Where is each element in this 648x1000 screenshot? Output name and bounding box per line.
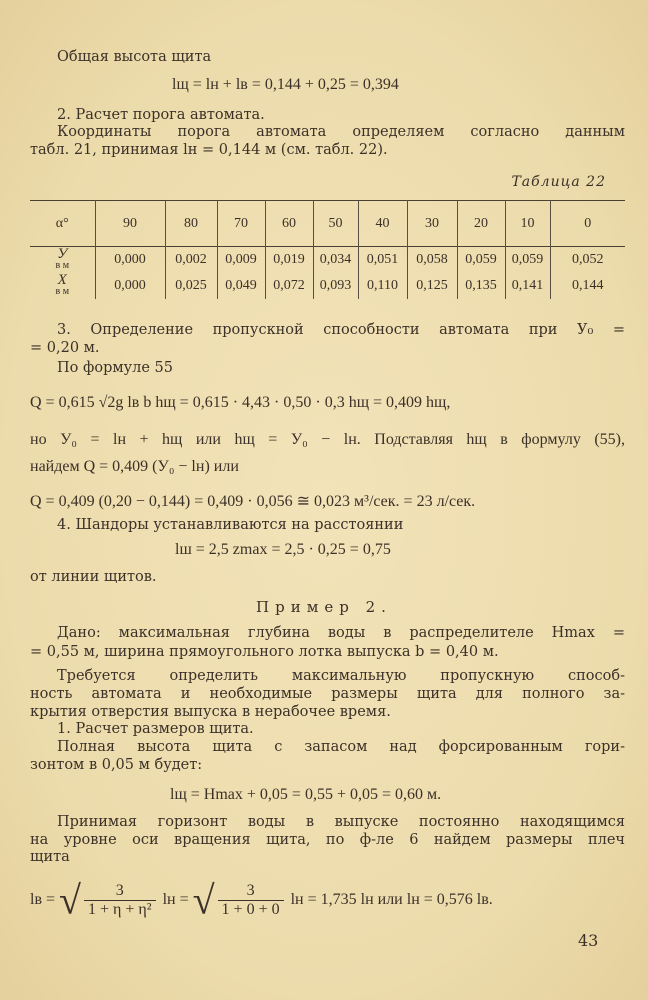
table-cell: 0,019: [265, 247, 313, 274]
paragraph-line: Требуется определить максимальную пропускную способ-: [57, 668, 625, 684]
paragraph-line: крытия отверстия выпуска в нерабочее время.: [30, 704, 391, 720]
paragraph-line: 2. Расчет порога автомата.: [57, 107, 265, 123]
table-cell: 0,049: [217, 273, 265, 299]
formula-part: lв =: [30, 891, 56, 908]
header-cell: 80: [165, 201, 217, 247]
formula-part: lн =: [162, 891, 189, 908]
paragraph-line: щита: [30, 849, 70, 865]
table-cell: 0,072: [265, 273, 313, 299]
table-cell: 0,059: [457, 247, 505, 274]
table-cell: 0,125: [407, 273, 457, 299]
table-cell: 0,002: [165, 247, 217, 274]
paragraph-line: но У₀ = lн + hщ или hщ = У₀ − lн. Подставляя hщ в формулу (55),: [30, 431, 625, 448]
table-cell: 0,051: [358, 247, 407, 274]
table-cell: 0,052: [550, 247, 625, 274]
table-cell: 0,000: [95, 273, 165, 299]
table-row: [30, 247, 625, 274]
header-cell: 20: [457, 201, 505, 247]
radical-icon: √: [59, 877, 81, 923]
paragraph-line: Принимая горизонт воды в выпуске постоянно находящимся: [57, 814, 625, 830]
formula: lш = 2,5 zmax = 2,5 · 0,25 = 0,75: [175, 541, 391, 558]
coordinates-table: [30, 200, 625, 299]
paragraph-line: 3. Определение пропускной способности автомата при У₀ =: [57, 322, 625, 338]
paragraph-line: зонтом в 0,05 м будет:: [30, 757, 203, 773]
paragraph-line: = 0,55 м, ширина прямоугольного лотка выпуска b = 0,40 м.: [30, 644, 499, 660]
table-cell: 0,034: [313, 247, 358, 274]
example-heading: Пример 2.: [256, 598, 392, 616]
row-label: У в м: [55, 246, 70, 271]
table-caption: Таблица 22: [511, 174, 606, 190]
paragraph-line: По формуле 55: [57, 360, 174, 376]
fraction: $\frac{3}{\text{1 + η + η²}}$: [84, 882, 156, 919]
header-cell: 0: [550, 201, 625, 247]
paragraph-line: = 0,20 м.: [30, 340, 100, 356]
table-cell: 0,059: [505, 247, 550, 274]
header-cell: 30: [407, 201, 457, 247]
paragraph-line: Координаты порога автомата определяем согласно данным: [57, 124, 625, 140]
page-number: 43: [578, 931, 599, 950]
header-cell: 40: [358, 201, 407, 247]
final-formula: [30, 878, 493, 922]
table-cell: 0,135: [457, 273, 505, 299]
header-cell: 60: [265, 201, 313, 247]
paragraph-line: Дано: максимальная глубина воды в распределителе Hmax =: [57, 625, 625, 641]
table-cell: 0,110: [358, 273, 407, 299]
table-header-row: [30, 201, 625, 247]
header-cell: 70: [217, 201, 265, 247]
formula: Q = 0,409 (0,20 − 0,144) = 0,409 · 0,056 ≅ 0,023 м³/сек. = 23 л/сек.: [30, 493, 476, 510]
paragraph-line: Полная высота щита с запасом над форсированным гори-: [57, 739, 625, 755]
table-cell: 0,025: [165, 273, 217, 299]
paragraph-line: от линии щитов.: [30, 569, 157, 585]
paragraph-line: 4. Шандоры устанавливаются на расстоянии: [57, 517, 404, 533]
table-cell: 0,000: [95, 247, 165, 274]
paragraph-line: табл. 21, принимая lн = 0,144 м (см. табл. 22).: [30, 142, 388, 158]
paragraph-line: Общая высота щита: [57, 49, 212, 65]
paragraph-line: найдем Q = 0,409 (У₀ − lн) или: [30, 458, 239, 475]
table-cell: 0,141: [505, 273, 550, 299]
paragraph-line: ность автомата и необходимые размеры щита для полного за-: [30, 686, 625, 702]
row-label: X в м: [55, 272, 70, 297]
formula: Q = 0,615 √2g lв b hщ = 0,615 · 4,43 · 0,50 · 0,3 hщ = 0,409 hщ,: [30, 394, 451, 411]
paragraph-line: на уровне оси вращения щита, по ф-ле 6 найдем размеры плеч: [30, 832, 625, 848]
formula: lщ = lн + lв = 0,144 + 0,25 = 0,394: [172, 76, 399, 93]
table-cell: 0,144: [550, 273, 625, 299]
table-row: [30, 273, 625, 299]
paragraph-line: 1. Расчет размеров щита.: [57, 721, 254, 737]
formula: lщ = Hmax + 0,05 = 0,55 + 0,05 = 0,60 м.: [170, 786, 442, 803]
radical-icon: √: [192, 877, 215, 923]
fraction: $\frac{3}{1 + 0 + 0}$: [218, 882, 284, 919]
table-cell: 0,009: [217, 247, 265, 274]
header-cell: 50: [313, 201, 358, 247]
formula-part: lн = 1,735 lн или lн = 0,576 lв.: [290, 891, 493, 908]
table-cell: 0,093: [313, 273, 358, 299]
header-cell: 90: [95, 201, 165, 247]
table-cell: 0,058: [407, 247, 457, 274]
header-angle: α°: [55, 215, 69, 231]
header-cell: 10: [505, 201, 550, 247]
